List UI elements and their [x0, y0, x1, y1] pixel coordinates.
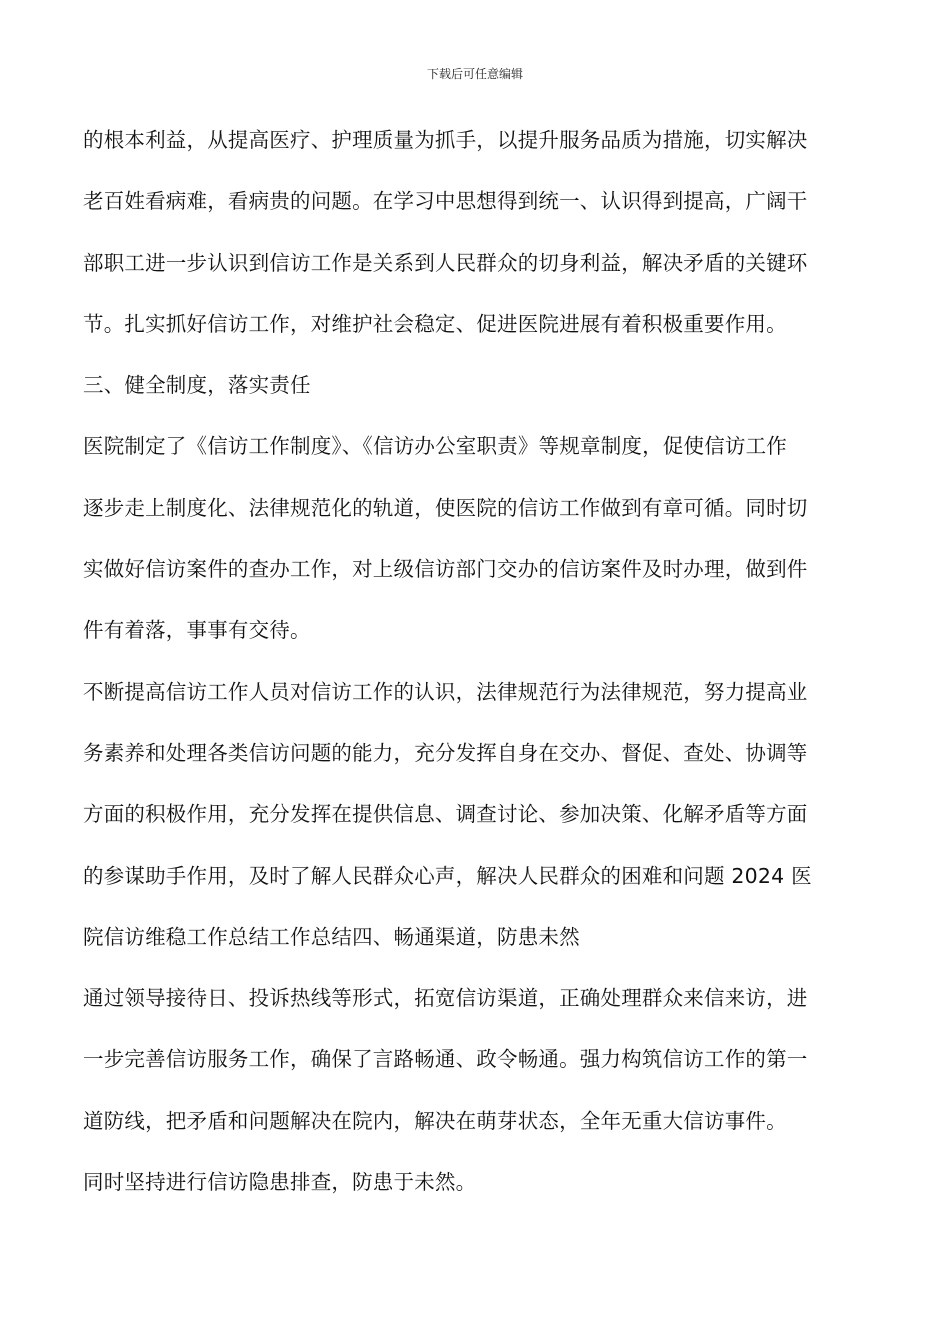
text-line: 医院制定了《信访工作制度》、《信访办公室职责》等规章制度，促使信访工作 [83, 434, 787, 459]
text-line: 部职工进一步认识到信访工作是关系到人民群众的切身利益，解决矛盾的关键环 [83, 250, 808, 275]
text-line: 方面的积极作用，充分发挥在提供信息、调查讨论、参加决策、化解矛盾等方面 [83, 802, 808, 827]
section-heading: 三、健全制度，落实责任 [83, 373, 311, 398]
text-line: 的根本利益，从提高医疗、护理质量为抓手，以提升服务品质为措施，切实解决 [83, 128, 808, 152]
text-line: 件有着落，事事有交待。 [83, 618, 311, 643]
text-line: 院信访维稳工作总结工作总结四、畅通渠道，防患未然 [83, 924, 580, 949]
text-line: 节。扎实抓好信访工作，对维护社会稳定、促进医院进展有着积极重要作用。 [83, 311, 787, 336]
text-line: 实做好信访案件的查办工作，对上级信访部门交办的信访案件及时办理，做到件 [83, 557, 808, 582]
text-line: 务素养和处理各类信访问题的能力，充分发挥自身在交办、督促、查处、协调等 [83, 740, 808, 765]
text-line: 同时坚持进行信访隐患排查，防患于未然。 [83, 1170, 477, 1195]
text-line: 通过领导接待日、投诉热线等形式，拓宽信访渠道，正确处理群众来信来访，进 [83, 986, 808, 1011]
page-header: 下载后可任意编辑 [426, 67, 523, 81]
text-line: 逐步走上制度化、法律规范化的轨道，使医院的信访工作做到有章可循。同时切 [83, 495, 808, 520]
text-line: 的参谋助手作用，及时了解人民群众心声，解决人民群众的困难和问题 2024 医 [83, 863, 812, 888]
text-line: 不断提高信访工作人员对信访工作的认识，法律规范行为法律规范，努力提高业 [83, 679, 808, 704]
text-line: 一步完善信访服务工作，确保了言路畅通、政令畅通。强力构筑信访工作的第一 [83, 1047, 808, 1072]
text-line: 道防线，把矛盾和问题解决在院内，解决在萌芽状态，全年无重大信访事件。 [83, 1108, 787, 1133]
text-line: 老百姓看病难，看病贵的问题。在学习中思想得到统一、认识得到提高，广阔干 [83, 189, 808, 214]
document-body [83, 110, 871, 1213]
